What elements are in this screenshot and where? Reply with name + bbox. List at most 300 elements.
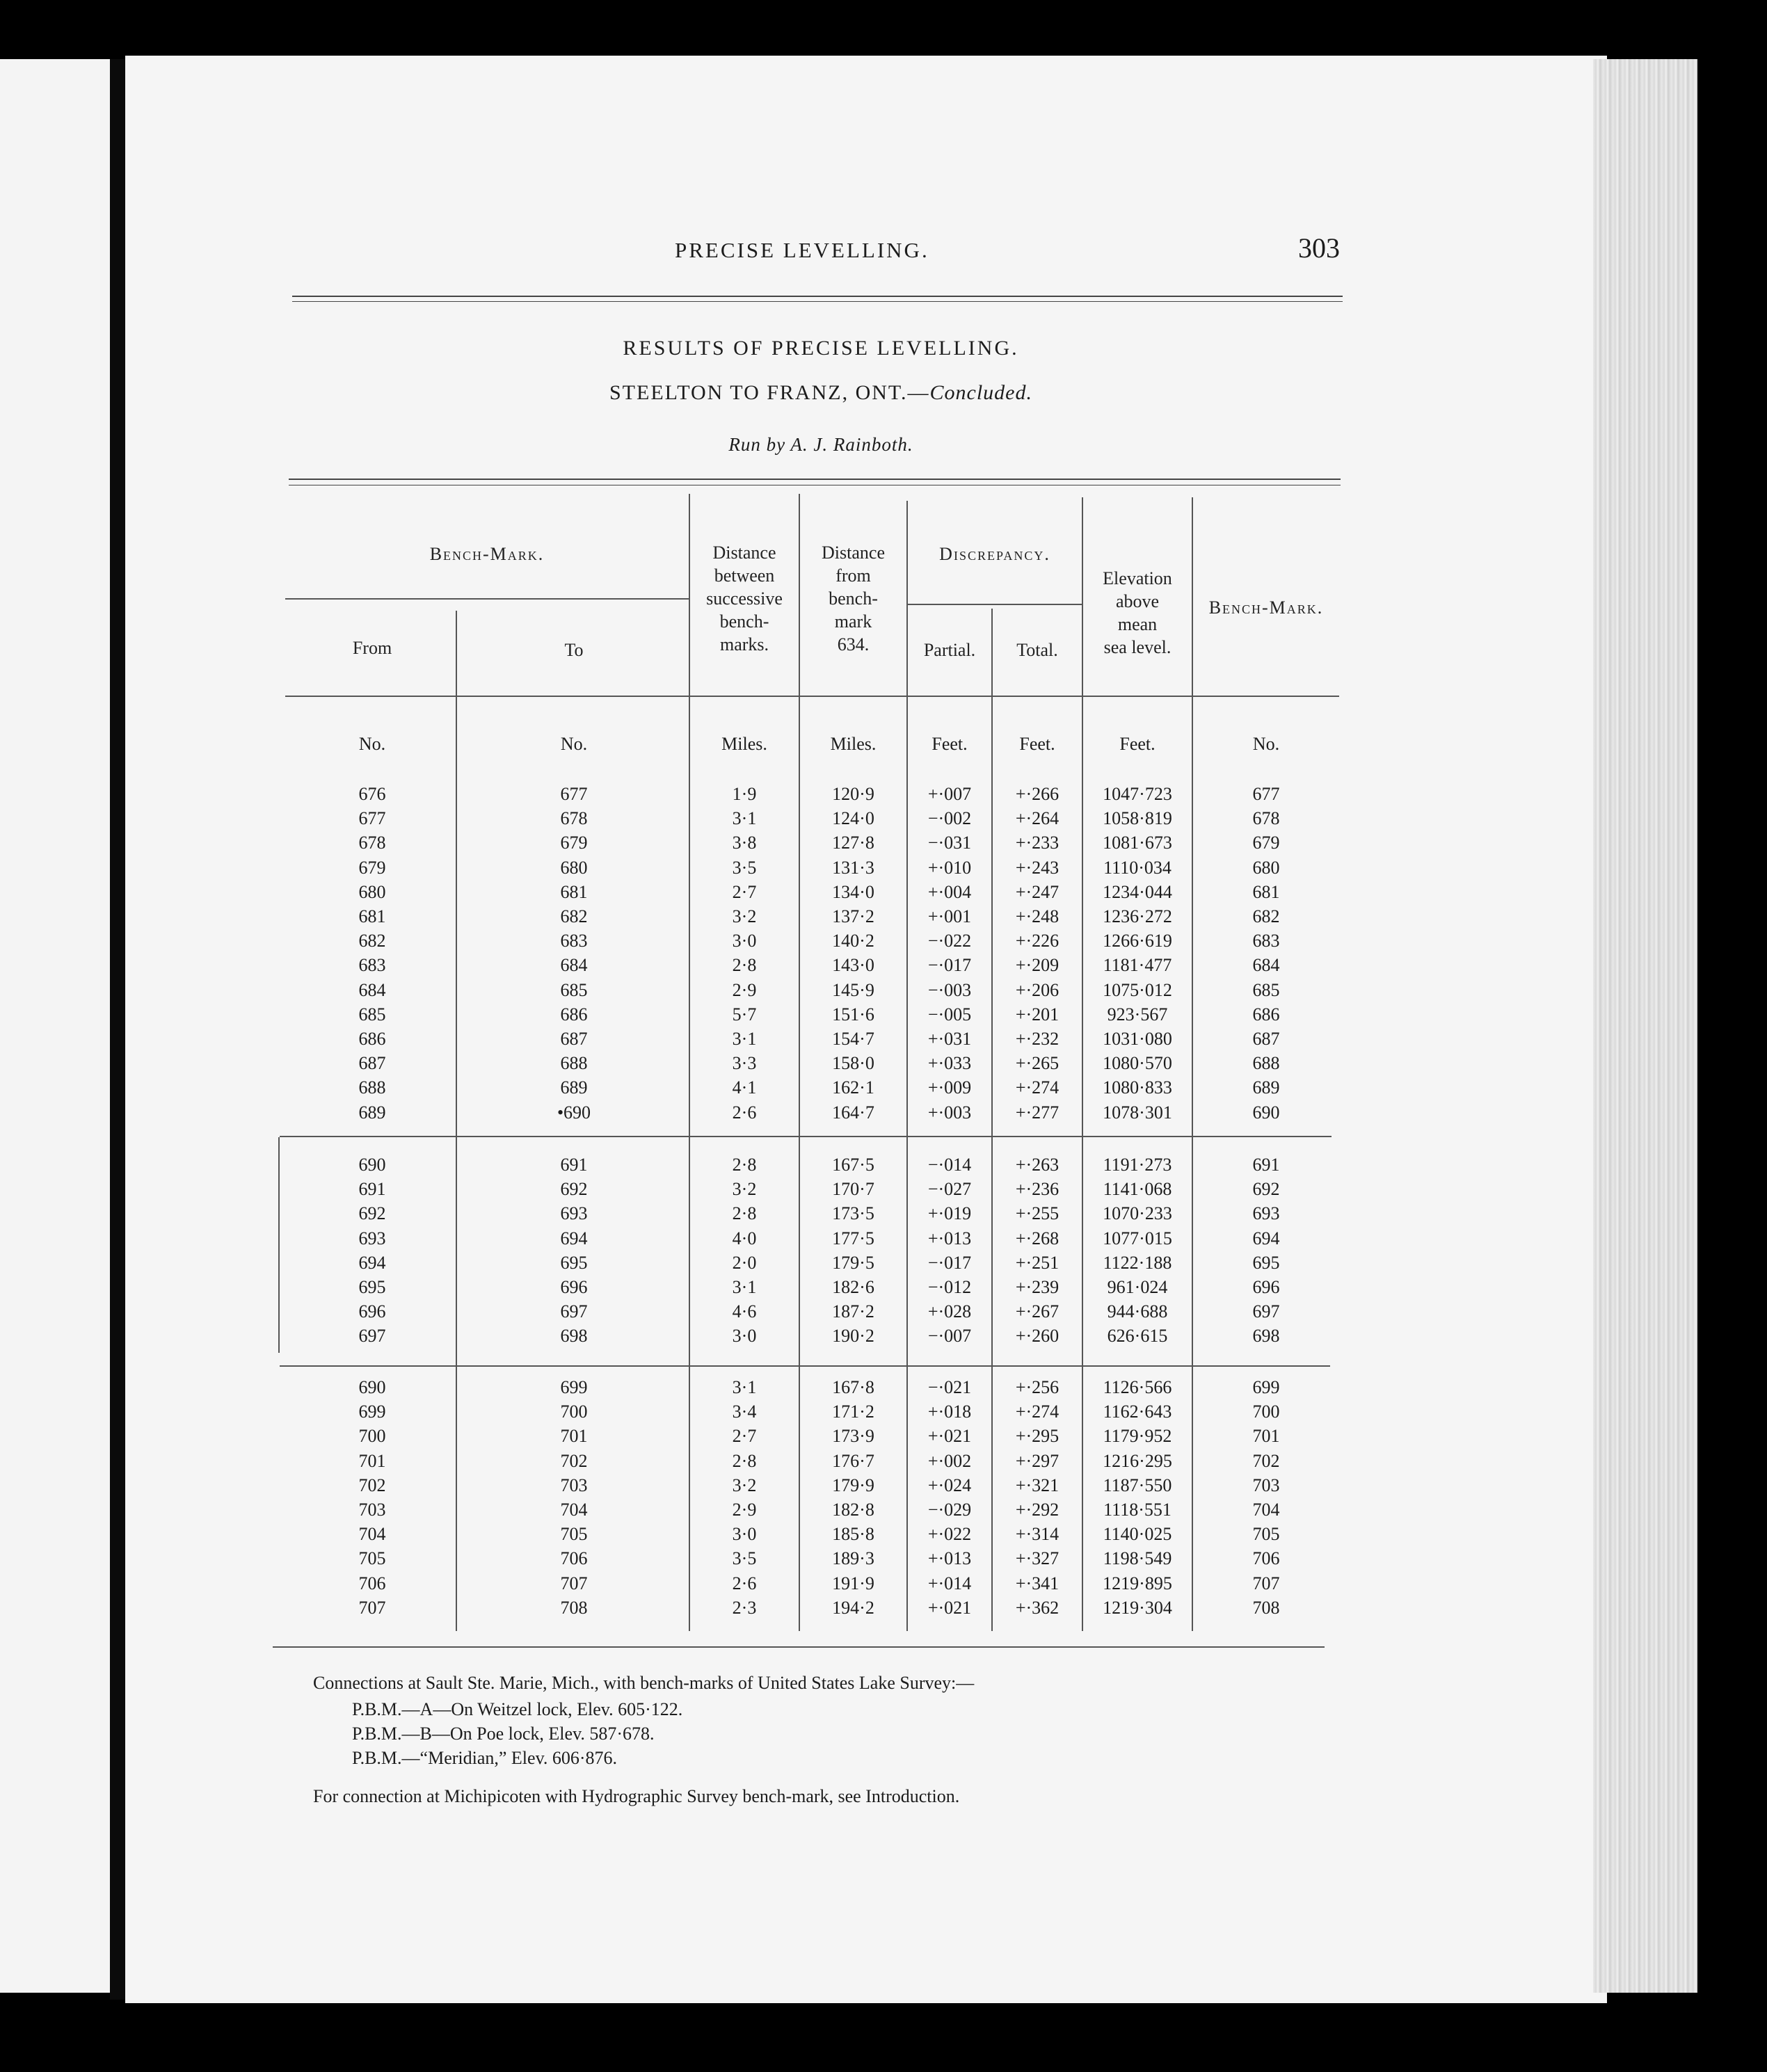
cell-bench-mark: 687 bbox=[1252, 1029, 1280, 1049]
table-row bbox=[0, 1573, 1767, 1598]
cell-partial: −·005 bbox=[927, 1004, 972, 1025]
table-row bbox=[0, 1179, 1767, 1203]
running-head: PRECISE LEVELLING. bbox=[675, 238, 929, 262]
table-row bbox=[0, 1402, 1767, 1426]
cell-from: 690 bbox=[358, 1377, 386, 1397]
cell-total: +·362 bbox=[1015, 1597, 1060, 1618]
cell-partial: +·002 bbox=[927, 1450, 972, 1471]
page-number: 303 bbox=[1298, 232, 1340, 264]
cell-from: 679 bbox=[358, 857, 386, 878]
cell-partial: −·031 bbox=[927, 833, 972, 853]
cell-dist-from: 179·9 bbox=[832, 1475, 874, 1495]
cell-dist-from: 179·5 bbox=[832, 1252, 874, 1273]
cell-to: 696 bbox=[560, 1277, 588, 1297]
cell-to: 695 bbox=[560, 1252, 588, 1273]
cell-to: 704 bbox=[560, 1500, 588, 1520]
cell-from: 692 bbox=[358, 1203, 386, 1224]
cell-total: +·206 bbox=[1015, 979, 1060, 1000]
cell-partial: +·014 bbox=[927, 1573, 972, 1593]
cell-dist-successive: 3·5 bbox=[732, 1548, 757, 1569]
cell-bench-mark: 678 bbox=[1252, 808, 1280, 829]
header-from: From bbox=[352, 638, 392, 658]
note-connections: Connections at Sault Ste. Marie, Mich., with bench-marks of United States Lake Survey:— bbox=[313, 1673, 975, 1693]
table-subtitle: STEELTON TO FRANZ, ONT.—Concluded. bbox=[609, 381, 1032, 404]
cell-to: 686 bbox=[560, 1004, 588, 1025]
table-row bbox=[0, 1524, 1767, 1548]
cell-from: 706 bbox=[358, 1573, 386, 1593]
cell-total: +·327 bbox=[1015, 1548, 1060, 1569]
cell-to: 694 bbox=[560, 1228, 588, 1248]
cell-dist-successive: 2·8 bbox=[732, 955, 757, 976]
cell-bench-mark: 697 bbox=[1252, 1301, 1280, 1322]
cell-elevation: 1031·080 bbox=[1103, 1029, 1172, 1049]
table-row bbox=[0, 882, 1767, 906]
cell-to: 699 bbox=[560, 1377, 588, 1397]
cell-elevation: 1126·566 bbox=[1103, 1377, 1172, 1397]
cell-from: 685 bbox=[358, 1004, 386, 1025]
cell-dist-successive: 2·0 bbox=[732, 1252, 757, 1273]
cell-bench-mark: 695 bbox=[1252, 1252, 1280, 1273]
table-row bbox=[0, 1377, 1767, 1402]
table-row bbox=[0, 1500, 1767, 1524]
cell-partial: −·007 bbox=[927, 1326, 972, 1347]
cell-from: 683 bbox=[358, 955, 386, 976]
cell-partial: −·027 bbox=[927, 1179, 972, 1200]
cell-elevation: 1234·044 bbox=[1103, 881, 1172, 902]
cell-dist-from: 154·7 bbox=[832, 1029, 874, 1049]
cell-total: +·248 bbox=[1015, 906, 1060, 926]
cell-dist-from: 191·9 bbox=[832, 1573, 874, 1593]
cell-dist-from: 167·5 bbox=[832, 1155, 874, 1175]
cell-bench-mark: 707 bbox=[1252, 1573, 1280, 1593]
cell-partial: +·009 bbox=[927, 1077, 972, 1098]
table-row bbox=[0, 1326, 1767, 1350]
note-michipicoten: For connection at Michipicoten with Hydrographic Survey bench-mark, see Introduction. bbox=[313, 1786, 960, 1806]
cell-elevation: 1181·477 bbox=[1103, 955, 1172, 976]
cell-total: +·260 bbox=[1015, 1326, 1060, 1347]
cell-dist-from: 145·9 bbox=[832, 979, 874, 1000]
cell-bench-mark: 683 bbox=[1252, 931, 1280, 951]
hline-group-2 bbox=[280, 1365, 1330, 1367]
cell-from: 689 bbox=[358, 1102, 386, 1123]
cell-elevation: 944·688 bbox=[1107, 1301, 1168, 1322]
cell-total: +·232 bbox=[1015, 1029, 1060, 1049]
cell-elevation: 961·024 bbox=[1107, 1277, 1168, 1297]
cell-total: +·263 bbox=[1015, 1155, 1060, 1175]
cell-elevation: 1198·549 bbox=[1103, 1548, 1172, 1569]
cell-from: 688 bbox=[358, 1077, 386, 1098]
cell-from: 687 bbox=[358, 1053, 386, 1074]
cell-total: +·266 bbox=[1015, 784, 1060, 804]
cell-from: 705 bbox=[358, 1548, 386, 1569]
unit-elevation: Feet. bbox=[1119, 734, 1156, 754]
hline-discrepancy bbox=[908, 604, 1082, 605]
cell-from: 676 bbox=[358, 784, 386, 804]
cell-from: 678 bbox=[358, 833, 386, 853]
cell-bench-mark: 686 bbox=[1252, 1004, 1280, 1025]
cell-dist-successive: 3·1 bbox=[732, 1277, 757, 1297]
cell-dist-from: 177·5 bbox=[832, 1228, 874, 1248]
cell-total: +·264 bbox=[1015, 808, 1060, 829]
cell-dist-successive: 2·9 bbox=[732, 979, 757, 1000]
cell-from: 702 bbox=[358, 1475, 386, 1495]
cell-total: +·247 bbox=[1015, 881, 1060, 902]
cell-dist-from: 143·0 bbox=[832, 955, 874, 976]
cell-bench-mark: 706 bbox=[1252, 1548, 1280, 1569]
hline-group-1 bbox=[280, 1136, 1332, 1137]
cell-dist-successive: 3·0 bbox=[732, 1326, 757, 1347]
cell-dist-from: 127·8 bbox=[832, 833, 874, 853]
cell-partial: −·002 bbox=[927, 808, 972, 829]
cell-dist-successive: 3·1 bbox=[732, 808, 757, 829]
cell-partial: +·031 bbox=[927, 1029, 972, 1049]
cell-bench-mark: 681 bbox=[1252, 881, 1280, 902]
hline-table-bottom bbox=[273, 1646, 1325, 1648]
cell-to: 688 bbox=[560, 1053, 588, 1074]
cell-from: 707 bbox=[358, 1597, 386, 1618]
cell-bench-mark: 682 bbox=[1252, 906, 1280, 926]
cell-bench-mark: 693 bbox=[1252, 1203, 1280, 1224]
cell-dist-from: 190·2 bbox=[832, 1326, 874, 1347]
unit-dist-successive: Miles. bbox=[721, 734, 767, 754]
cell-to: 703 bbox=[560, 1475, 588, 1495]
table-row bbox=[0, 1077, 1767, 1102]
cell-dist-successive: 3·2 bbox=[732, 1179, 757, 1200]
cell-total: +·256 bbox=[1015, 1377, 1060, 1397]
cell-elevation: 1187·550 bbox=[1103, 1475, 1172, 1495]
cell-total: +·274 bbox=[1015, 1077, 1060, 1098]
cell-elevation: 1058·819 bbox=[1103, 808, 1172, 829]
cell-from: 680 bbox=[358, 881, 386, 902]
cell-dist-successive: 4·0 bbox=[732, 1228, 757, 1248]
cell-dist-from: 134·0 bbox=[832, 881, 874, 902]
note-pbm-a: P.B.M.—A—On Weitzel lock, Elev. 605·122. bbox=[352, 1699, 683, 1719]
cell-elevation: 1080·833 bbox=[1103, 1077, 1172, 1098]
cell-dist-successive: 2·3 bbox=[732, 1597, 757, 1618]
cell-to: 687 bbox=[560, 1029, 588, 1049]
table-row bbox=[0, 980, 1767, 1004]
cell-partial: +·013 bbox=[927, 1228, 972, 1248]
cell-partial: +·013 bbox=[927, 1548, 972, 1569]
cell-dist-successive: 2·7 bbox=[732, 1426, 757, 1447]
cell-bench-mark: 699 bbox=[1252, 1377, 1280, 1397]
cell-elevation: 1236·272 bbox=[1103, 906, 1172, 926]
cell-from: 694 bbox=[358, 1252, 386, 1273]
cell-dist-from: 124·0 bbox=[832, 808, 874, 829]
cell-total: +·265 bbox=[1015, 1053, 1060, 1074]
cell-dist-from: 173·5 bbox=[832, 1203, 874, 1224]
table-row bbox=[0, 833, 1767, 857]
header-partial: Partial. bbox=[923, 640, 976, 660]
table-row bbox=[0, 1155, 1767, 1179]
cell-partial: +·003 bbox=[927, 1102, 972, 1123]
cell-to: 698 bbox=[560, 1326, 588, 1347]
cell-dist-successive: 4·1 bbox=[732, 1077, 757, 1098]
cell-from: 695 bbox=[358, 1277, 386, 1297]
table-row bbox=[0, 1102, 1767, 1127]
cell-elevation: 1081·673 bbox=[1103, 833, 1172, 853]
unit-to: No. bbox=[560, 734, 588, 754]
cell-bench-mark: 694 bbox=[1252, 1228, 1280, 1248]
cell-dist-from: 120·9 bbox=[832, 784, 874, 804]
cell-to: 700 bbox=[560, 1402, 588, 1422]
unit-total: Feet. bbox=[1019, 734, 1055, 754]
cell-total: +·236 bbox=[1015, 1179, 1060, 1200]
cell-dist-successive: 5·7 bbox=[732, 1004, 757, 1025]
cell-elevation: 1122·188 bbox=[1103, 1252, 1172, 1273]
cell-from: 700 bbox=[358, 1426, 386, 1447]
cell-to: 691 bbox=[560, 1155, 588, 1175]
cell-to: 697 bbox=[560, 1301, 588, 1322]
unit-dist-from: Miles. bbox=[830, 734, 877, 754]
cell-partial: −·022 bbox=[927, 931, 972, 951]
cell-from: 686 bbox=[358, 1029, 386, 1049]
cell-elevation: 1078·301 bbox=[1103, 1102, 1172, 1123]
cell-from: 682 bbox=[358, 931, 386, 951]
cell-dist-successive: 2·6 bbox=[732, 1102, 757, 1123]
table-row bbox=[0, 1548, 1767, 1573]
cell-total: +·255 bbox=[1015, 1203, 1060, 1224]
cell-to: 685 bbox=[560, 979, 588, 1000]
cell-to: 701 bbox=[560, 1426, 588, 1447]
unit-partial: Feet. bbox=[932, 734, 968, 754]
cell-bench-mark: 680 bbox=[1252, 857, 1280, 878]
cell-bench-mark: 696 bbox=[1252, 1277, 1280, 1297]
cell-dist-successive: 3·2 bbox=[732, 1475, 757, 1495]
hline-bench-mark bbox=[285, 598, 689, 600]
cell-elevation: 626·615 bbox=[1107, 1326, 1168, 1347]
cell-from: 681 bbox=[358, 906, 386, 926]
table-row bbox=[0, 1004, 1767, 1029]
cell-bench-mark: 698 bbox=[1252, 1326, 1280, 1347]
cell-elevation: 1266·619 bbox=[1103, 931, 1172, 951]
table-row bbox=[0, 955, 1767, 979]
cell-partial: −·017 bbox=[927, 1252, 972, 1273]
cell-from: 699 bbox=[358, 1402, 386, 1422]
cell-total: +·341 bbox=[1015, 1573, 1060, 1593]
cell-from: 684 bbox=[358, 979, 386, 1000]
cell-total: +·226 bbox=[1015, 931, 1060, 951]
cell-bench-mark: 702 bbox=[1252, 1450, 1280, 1471]
cell-dist-successive: 2·8 bbox=[732, 1450, 757, 1471]
cell-total: +·243 bbox=[1015, 857, 1060, 878]
cell-dist-successive: 3·0 bbox=[732, 931, 757, 951]
cell-to: 682 bbox=[560, 906, 588, 926]
cell-partial: −·021 bbox=[927, 1377, 972, 1397]
cell-total: +·201 bbox=[1015, 1004, 1060, 1025]
cell-to: 684 bbox=[560, 955, 588, 976]
cell-dist-successive: 4·6 bbox=[732, 1301, 757, 1322]
note-pbm-b: P.B.M.—B—On Poe lock, Elev. 587·678. bbox=[352, 1724, 655, 1744]
cell-dist-successive: 2·7 bbox=[732, 881, 757, 902]
cell-bench-mark: 679 bbox=[1252, 833, 1280, 853]
cell-bench-mark: 700 bbox=[1252, 1402, 1280, 1422]
cell-to: 689 bbox=[560, 1077, 588, 1098]
cell-total: +·267 bbox=[1015, 1301, 1060, 1322]
cell-to: 678 bbox=[560, 808, 588, 829]
cell-dist-successive: 3·8 bbox=[732, 833, 757, 853]
cell-elevation: 923·567 bbox=[1107, 1004, 1168, 1025]
note-pbm-meridian: P.B.M.—“Meridian,” Elev. 606·876. bbox=[352, 1748, 618, 1768]
cell-partial: +·007 bbox=[927, 784, 972, 804]
cell-from: 693 bbox=[358, 1228, 386, 1248]
table-row bbox=[0, 1426, 1767, 1450]
table-row bbox=[0, 858, 1767, 882]
cell-bench-mark: 708 bbox=[1252, 1597, 1280, 1618]
cell-total: +·314 bbox=[1015, 1524, 1060, 1545]
cell-bench-mark: 689 bbox=[1252, 1077, 1280, 1098]
cell-dist-successive: 3·3 bbox=[732, 1053, 757, 1074]
cell-to: 702 bbox=[560, 1450, 588, 1471]
header-discrepancy: Discrepancy. bbox=[939, 544, 1050, 564]
cell-partial: +·033 bbox=[927, 1053, 972, 1074]
cell-dist-from: 173·9 bbox=[832, 1426, 874, 1447]
cell-elevation: 1070·233 bbox=[1103, 1203, 1172, 1224]
cell-dist-successive: 2·8 bbox=[732, 1203, 757, 1224]
cell-total: +·321 bbox=[1015, 1475, 1060, 1495]
cell-to: 681 bbox=[560, 881, 588, 902]
cell-partial: +·028 bbox=[927, 1301, 972, 1322]
table-row bbox=[0, 1301, 1767, 1326]
table-row bbox=[0, 1053, 1767, 1077]
cell-to: 679 bbox=[560, 833, 588, 853]
cell-from: 701 bbox=[358, 1450, 386, 1471]
header-total: Total. bbox=[1016, 640, 1058, 660]
table-row bbox=[0, 1475, 1767, 1500]
cell-elevation: 1118·551 bbox=[1103, 1500, 1172, 1520]
table-row bbox=[0, 1598, 1767, 1622]
cell-bench-mark: 685 bbox=[1252, 979, 1280, 1000]
cell-partial: −·012 bbox=[927, 1277, 972, 1297]
cell-partial: +·019 bbox=[927, 1203, 972, 1224]
cell-to: 708 bbox=[560, 1597, 588, 1618]
cell-to: 707 bbox=[560, 1573, 588, 1593]
cell-elevation: 1140·025 bbox=[1103, 1524, 1172, 1545]
header-bench-mark: Bench-Mark. bbox=[429, 544, 545, 564]
header-dist-successive: Distance between successive bench- marks. bbox=[706, 543, 783, 654]
run-by: Run by A. J. Rainboth. bbox=[728, 434, 913, 455]
cell-bench-mark: 701 bbox=[1252, 1426, 1280, 1447]
cell-partial: −·017 bbox=[927, 955, 972, 976]
cell-dist-from: 131·3 bbox=[832, 857, 874, 878]
cell-to: 683 bbox=[560, 931, 588, 951]
cell-to: 680 bbox=[560, 857, 588, 878]
cell-elevation: 1080·570 bbox=[1103, 1053, 1172, 1074]
cell-dist-successive: 3·0 bbox=[732, 1524, 757, 1545]
cell-partial: +·001 bbox=[927, 906, 972, 926]
table-row bbox=[0, 784, 1767, 808]
cell-dist-from: 194·2 bbox=[832, 1597, 874, 1618]
cell-dist-successive: 3·4 bbox=[732, 1402, 757, 1422]
table-row bbox=[0, 1277, 1767, 1301]
cell-elevation: 1162·643 bbox=[1103, 1402, 1172, 1422]
cell-elevation: 1075·012 bbox=[1103, 979, 1172, 1000]
table-row bbox=[0, 931, 1767, 955]
cell-dist-from: 189·3 bbox=[832, 1548, 874, 1569]
table-row bbox=[0, 1451, 1767, 1475]
cell-dist-from: 170·7 bbox=[832, 1179, 874, 1200]
cell-dist-from: 164·7 bbox=[832, 1102, 874, 1123]
cell-elevation: 1077·015 bbox=[1103, 1228, 1172, 1248]
cell-total: +·297 bbox=[1015, 1450, 1060, 1471]
cell-bench-mark: 691 bbox=[1252, 1155, 1280, 1175]
header-rule-top bbox=[292, 296, 1343, 297]
cell-partial: +·018 bbox=[927, 1402, 972, 1422]
cell-total: +·292 bbox=[1015, 1500, 1060, 1520]
cell-bench-mark: 704 bbox=[1252, 1500, 1280, 1520]
cell-total: +·233 bbox=[1015, 833, 1060, 853]
units-row bbox=[0, 734, 1767, 758]
cell-dist-from: 162·1 bbox=[832, 1077, 874, 1098]
cell-elevation: 1219·304 bbox=[1103, 1597, 1172, 1618]
cell-from: 696 bbox=[358, 1301, 386, 1322]
cell-dist-from: 171·2 bbox=[832, 1402, 874, 1422]
cell-bench-mark: 690 bbox=[1252, 1102, 1280, 1123]
cell-total: +·209 bbox=[1015, 955, 1060, 976]
cell-to: 706 bbox=[560, 1548, 588, 1569]
cell-dist-from: 158·0 bbox=[832, 1053, 874, 1074]
cell-from: 703 bbox=[358, 1500, 386, 1520]
cell-dist-successive: 2·6 bbox=[732, 1573, 757, 1593]
cell-dist-successive: 3·5 bbox=[732, 857, 757, 878]
cell-total: +·268 bbox=[1015, 1228, 1060, 1248]
cell-total: +·274 bbox=[1015, 1402, 1060, 1422]
cell-dist-from: 182·6 bbox=[832, 1277, 874, 1297]
cell-total: +·251 bbox=[1015, 1252, 1060, 1273]
table-row bbox=[0, 1253, 1767, 1277]
cell-dist-from: 140·2 bbox=[832, 931, 874, 951]
cell-dist-successive: 2·8 bbox=[732, 1155, 757, 1175]
table-row bbox=[0, 808, 1767, 833]
table-row bbox=[0, 1029, 1767, 1053]
unit-from: No. bbox=[358, 734, 386, 754]
cell-partial: +·021 bbox=[927, 1597, 972, 1618]
cell-partial: +·024 bbox=[927, 1475, 972, 1495]
cell-partial: −·029 bbox=[927, 1500, 972, 1520]
cell-partial: +·010 bbox=[927, 857, 972, 878]
table-rule-top bbox=[289, 479, 1341, 480]
header-bench-mark-right: Bench-Mark. bbox=[1208, 597, 1324, 618]
hline-header-bottom bbox=[285, 696, 1339, 697]
cell-elevation: 1191·273 bbox=[1103, 1155, 1172, 1175]
cell-dist-successive: 2·9 bbox=[732, 1500, 757, 1520]
cell-partial: −·014 bbox=[927, 1155, 972, 1175]
cell-partial: +·022 bbox=[927, 1524, 972, 1545]
cell-from: 690 bbox=[358, 1155, 386, 1175]
cell-partial: +·021 bbox=[927, 1426, 972, 1447]
cell-to: 692 bbox=[560, 1179, 588, 1200]
table-row bbox=[0, 1203, 1767, 1228]
cell-elevation: 1141·068 bbox=[1103, 1179, 1172, 1200]
cell-bench-mark: 677 bbox=[1252, 784, 1280, 804]
cell-dist-from: 151·6 bbox=[832, 1004, 874, 1025]
cell-from: 704 bbox=[358, 1524, 386, 1545]
cell-partial: +·004 bbox=[927, 881, 972, 902]
table-title: RESULTS OF PRECISE LEVELLING. bbox=[623, 337, 1019, 360]
cell-dist-from: 167·8 bbox=[832, 1377, 874, 1397]
cell-dist-successive: 1·9 bbox=[732, 784, 757, 804]
header-rule-bottom bbox=[292, 301, 1343, 302]
cell-dist-from: 185·8 bbox=[832, 1524, 874, 1545]
cell-elevation: 1110·034 bbox=[1103, 857, 1172, 878]
cell-to: 693 bbox=[560, 1203, 588, 1224]
cell-dist-from: 182·8 bbox=[832, 1500, 874, 1520]
cell-dist-successive: 3·1 bbox=[732, 1377, 757, 1397]
cell-dist-from: 187·2 bbox=[832, 1301, 874, 1322]
cell-to: 677 bbox=[560, 784, 588, 804]
cell-dist-successive: 3·2 bbox=[732, 906, 757, 926]
cell-elevation: 1047·723 bbox=[1103, 784, 1172, 804]
